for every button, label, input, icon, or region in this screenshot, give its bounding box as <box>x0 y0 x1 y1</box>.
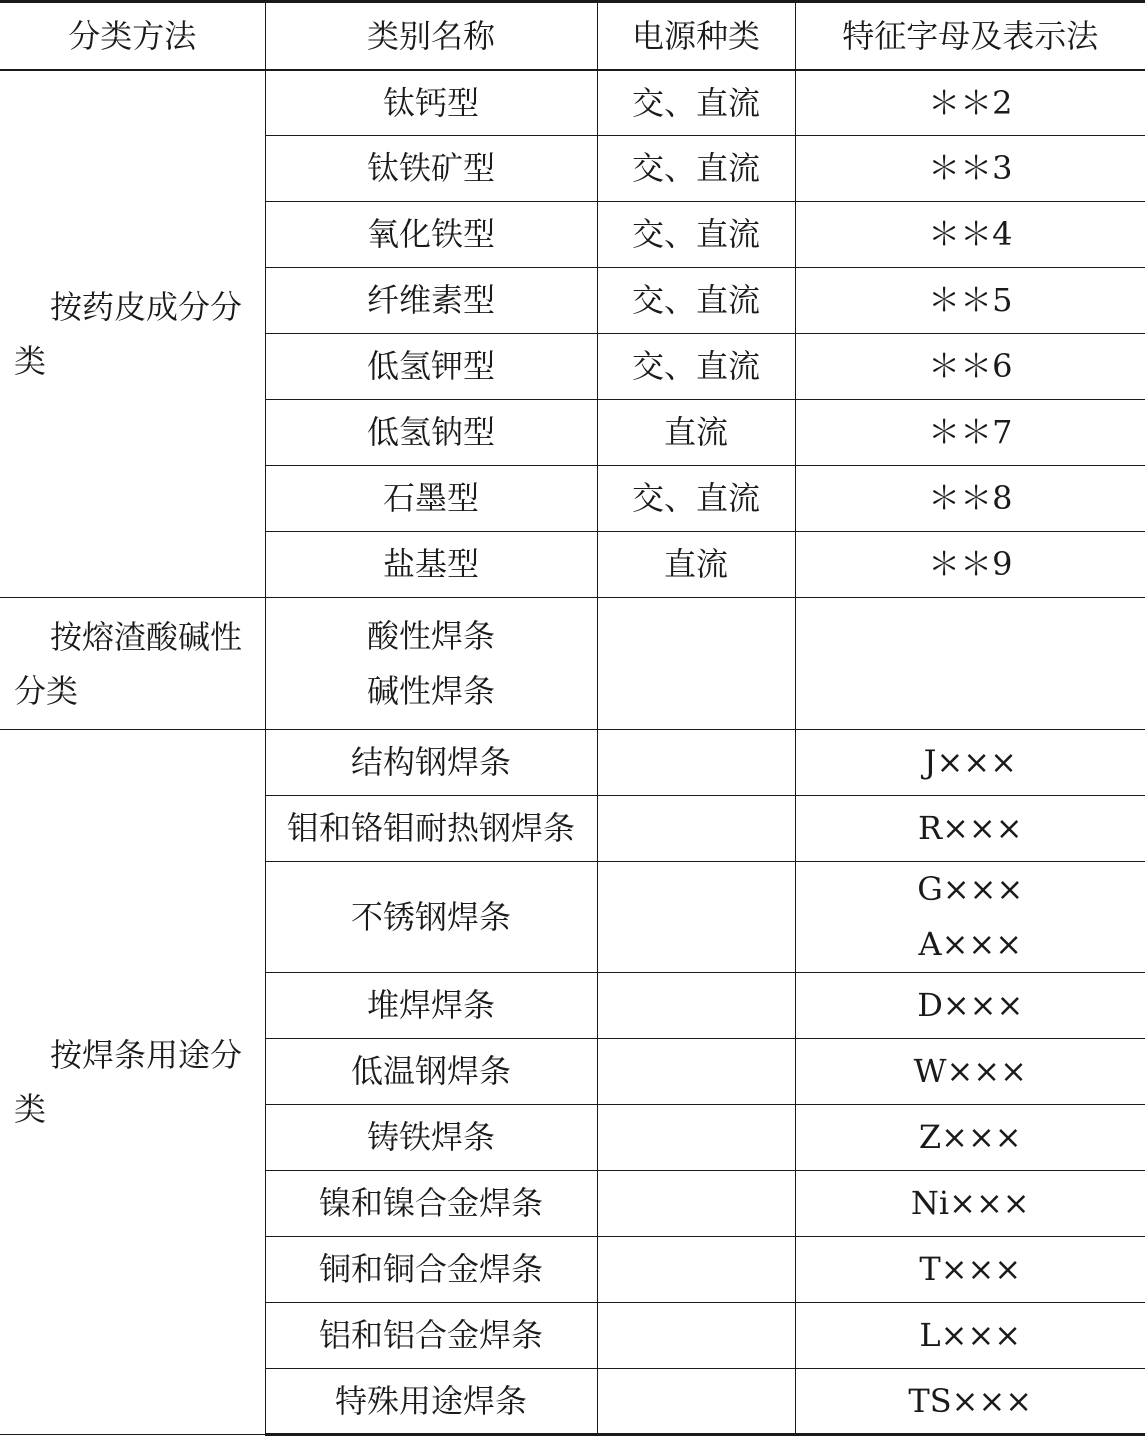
category-name: 铸铁焊条 <box>265 1105 597 1171</box>
mark: R××× <box>795 796 1145 862</box>
method-cell-usage: 按焊条用途分类 <box>0 730 265 1435</box>
power-type: 直流 <box>597 532 795 598</box>
table-row <box>0 598 1145 730</box>
mark: ＊＊2 <box>795 70 1145 136</box>
header-mark: 特征字母及表示法 <box>795 2 1145 70</box>
mark: ＊＊5 <box>795 268 1145 334</box>
category-name: 石墨型 <box>265 466 597 532</box>
power-type-empty <box>597 1039 795 1105</box>
table-row <box>0 730 1145 796</box>
header-power-type: 电源种类 <box>597 2 795 70</box>
category-name: 碱性焊条 <box>266 664 597 719</box>
header-method: 分类方法 <box>0 2 265 70</box>
mark: G××× <box>796 862 1145 917</box>
power-type-empty <box>597 1369 795 1435</box>
power-type: 交、直流 <box>597 136 795 202</box>
method-cell-coating: 按药皮成分分类 <box>0 70 265 598</box>
category-name: 低温钢焊条 <box>265 1039 597 1105</box>
mark: D××× <box>795 973 1145 1039</box>
power-type-empty <box>597 1303 795 1369</box>
category-name-stack <box>265 598 597 730</box>
category-name: 低氢钾型 <box>265 334 597 400</box>
category-name: 特殊用途焊条 <box>265 1369 597 1435</box>
mark: Z××× <box>795 1105 1145 1171</box>
table-row <box>0 70 1145 136</box>
power-type-empty <box>597 730 795 796</box>
mark-stack <box>795 862 1145 973</box>
mark: T××× <box>795 1237 1145 1303</box>
category-name: 氧化铁型 <box>265 202 597 268</box>
category-name: 纤维素型 <box>265 268 597 334</box>
mark: L××× <box>795 1303 1145 1369</box>
power-type-empty <box>597 973 795 1039</box>
category-name: 钼和铬钼耐热钢焊条 <box>265 796 597 862</box>
power-type-empty <box>597 1171 795 1237</box>
power-type: 交、直流 <box>597 334 795 400</box>
header-category-name: 类别名称 <box>265 2 597 70</box>
mark: ＊＊9 <box>795 532 1145 598</box>
method-cell-slag: 按熔渣酸碱性分类 <box>0 598 265 730</box>
category-name: 镍和镍合金焊条 <box>265 1171 597 1237</box>
header-row <box>0 2 1145 70</box>
category-name: 结构钢焊条 <box>265 730 597 796</box>
category-name: 堆焊焊条 <box>265 973 597 1039</box>
mark: TS××× <box>795 1369 1145 1435</box>
category-name: 盐基型 <box>265 532 597 598</box>
category-name: 低氢钠型 <box>265 400 597 466</box>
mark: ＊＊7 <box>795 400 1145 466</box>
power-type-empty <box>597 796 795 862</box>
mark: ＊＊4 <box>795 202 1145 268</box>
mark: Ni××× <box>795 1171 1145 1237</box>
mark: ＊＊8 <box>795 466 1145 532</box>
mark: W××× <box>795 1039 1145 1105</box>
mark: ＊＊3 <box>795 136 1145 202</box>
power-type: 交、直流 <box>597 70 795 136</box>
power-type-empty <box>597 1237 795 1303</box>
power-type-empty <box>597 862 795 973</box>
mark: J××× <box>795 730 1145 796</box>
power-type: 交、直流 <box>597 268 795 334</box>
power-type-empty <box>597 1105 795 1171</box>
category-name: 铝和铝合金焊条 <box>265 1303 597 1369</box>
category-name: 不锈钢焊条 <box>265 862 597 973</box>
category-name: 钛铁矿型 <box>265 136 597 202</box>
power-type: 交、直流 <box>597 466 795 532</box>
mark: ＊＊6 <box>795 334 1145 400</box>
power-type: 直流 <box>597 400 795 466</box>
category-name: 铜和铜合金焊条 <box>265 1237 597 1303</box>
mark: A××× <box>796 917 1145 972</box>
power-type: 交、直流 <box>597 202 795 268</box>
category-name: 钛钙型 <box>265 70 597 136</box>
power-type-empty <box>597 598 795 730</box>
mark-empty <box>795 598 1145 730</box>
category-name: 酸性焊条 <box>266 609 597 664</box>
